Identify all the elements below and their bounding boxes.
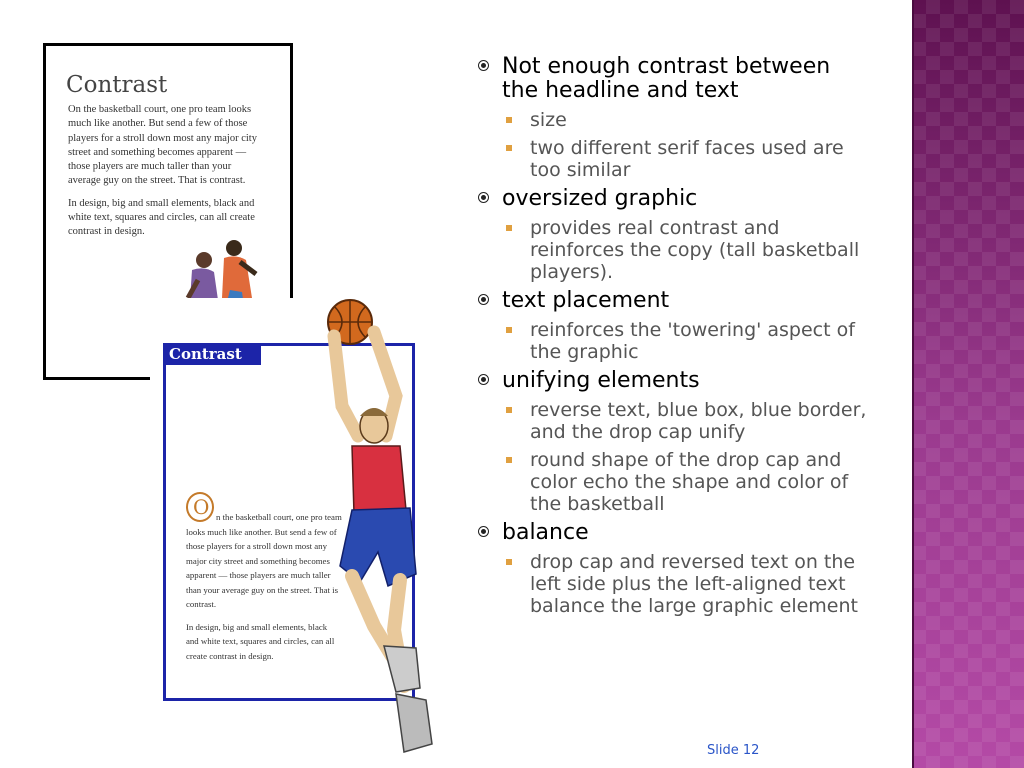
slide-number: Slide 12 xyxy=(707,743,760,758)
square-bullet-icon xyxy=(506,407,512,413)
sub-bullet-text: reverse text, blue box, blue border, and the drop cap unify xyxy=(530,399,867,443)
bullet-text: oversized graphic xyxy=(502,186,698,211)
reversed-title-tab: Contrast xyxy=(163,343,261,365)
sub-bullet-item xyxy=(478,109,868,131)
basketball-dunker-image xyxy=(300,296,440,756)
example-after-paragraph-1: n the basketball court, one pro team looks much like another. But send a few of those players for a stroll down most any major city street and something becomes apparent — those players are much taller than your average guy on the street. That is contrast. xyxy=(186,512,342,609)
example-after-paragraph-2: In design, big and small elements, black and white text, squares and circles, can all create contrast in design. xyxy=(186,621,335,661)
bullet-text: Not enough contrast between the headline and text xyxy=(502,54,831,103)
example-paragraph-2: In design, big and small elements, black and white text, squares and circles, can all create contrast in design. xyxy=(68,197,255,238)
bullet-item xyxy=(478,369,868,393)
bullet-circle-icon xyxy=(478,294,489,305)
sub-bullet-text: reinforces the 'towering' aspect of the graphic xyxy=(530,319,855,363)
sub-bullet-text: provides real contrast and reinforces the copy (tall basketball players). xyxy=(530,217,860,283)
example-paragraph-1: On the basketball court, one pro team looks much like another. But send a few of those players for a stroll down most any major city street and something becomes apparent — those players are much taller than your average guy on the street. That is contrast. xyxy=(68,104,257,187)
sub-bullet-item xyxy=(478,217,868,283)
sub-bullet-item xyxy=(478,399,868,443)
bullet-text: text placement xyxy=(502,288,670,313)
bullet-circle-icon xyxy=(478,60,489,71)
bullet-circle-icon xyxy=(478,374,489,385)
bullet-circle-icon xyxy=(478,192,489,203)
example-page-title: Contrast xyxy=(66,72,168,98)
sub-bullet-text: two different serif faces used are too similar xyxy=(530,137,844,181)
sub-bullet-item xyxy=(478,137,868,181)
square-bullet-icon xyxy=(506,145,512,151)
square-bullet-icon xyxy=(506,225,512,231)
bullet-text: balance xyxy=(502,520,589,545)
sub-bullet-text: size xyxy=(530,109,567,131)
sub-bullet-text: round shape of the drop cap and color echo the shape and color of the basketball xyxy=(530,449,849,515)
drop-cap-letter: O xyxy=(193,495,210,519)
sub-bullet-item xyxy=(478,319,868,363)
sub-bullet-item xyxy=(478,449,868,515)
sub-bullet-text: drop cap and reversed text on the left side plus the left-aligned text balance the large graphic element xyxy=(530,551,858,617)
bullet-item xyxy=(478,289,868,313)
sub-bullet-item xyxy=(478,551,868,617)
bullet-item xyxy=(478,55,868,103)
square-bullet-icon xyxy=(506,457,512,463)
decorative-sidebar xyxy=(912,0,1024,768)
square-bullet-icon xyxy=(506,117,512,123)
bullet-circle-icon xyxy=(478,526,489,537)
bullet-item xyxy=(478,187,868,211)
square-bullet-icon xyxy=(506,559,512,565)
sidebar-edge xyxy=(912,0,914,768)
example-page-body xyxy=(68,103,264,248)
bullet-item xyxy=(478,521,868,545)
bullet-text: unifying elements xyxy=(502,368,700,393)
bullet-list xyxy=(478,55,868,623)
square-bullet-icon xyxy=(506,327,512,333)
